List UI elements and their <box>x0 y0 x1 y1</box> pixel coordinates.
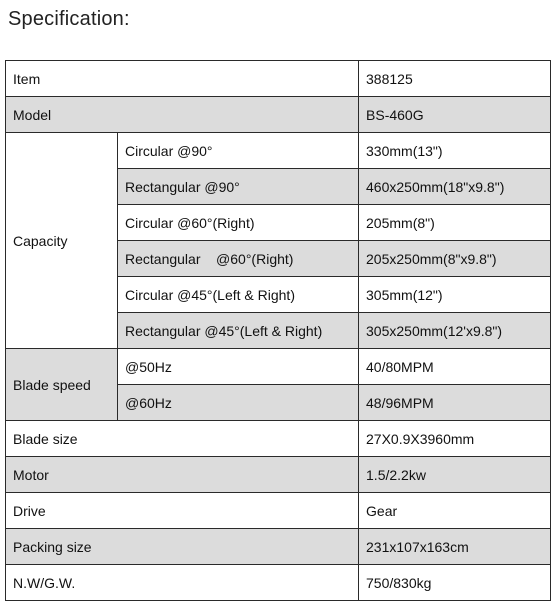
sub-label: @60Hz <box>118 385 359 421</box>
row-value: 388125 <box>359 61 551 97</box>
row-value: BS-460G <box>359 97 551 133</box>
table-row-capacity <box>6 133 551 169</box>
sub-label: Rectangular @45°(Left & Right) <box>118 313 359 349</box>
row-label: Item <box>6 61 359 97</box>
group-label-blade-speed: Blade speed <box>6 349 118 421</box>
row-label: Drive <box>6 493 359 529</box>
row-label: Motor <box>6 457 359 493</box>
row-value: 48/96MPM <box>359 385 551 421</box>
row-value: 40/80MPM <box>359 349 551 385</box>
table-row-nw-gw <box>6 565 551 601</box>
row-value: 205x250mm(8"x9.8") <box>359 241 551 277</box>
sub-label: Circular @45°(Left & Right) <box>118 277 359 313</box>
page-title: Specification: <box>8 8 130 30</box>
sub-label: Rectangular @90° <box>118 169 359 205</box>
sub-label: @50Hz <box>118 349 359 385</box>
table-row-item <box>6 61 551 97</box>
row-value: 330mm(13") <box>359 133 551 169</box>
sub-label: Rectangular @60°(Right) <box>118 241 359 277</box>
row-label: Model <box>6 97 359 133</box>
table-row-blade-speed <box>6 349 551 385</box>
row-label: N.W/G.W. <box>6 565 359 601</box>
row-label: Blade size <box>6 421 359 457</box>
row-value: 750/830kg <box>359 565 551 601</box>
row-value: 460x250mm(18"x9.8") <box>359 169 551 205</box>
table-row-model <box>6 97 551 133</box>
specification-table <box>5 60 551 601</box>
table-row-motor <box>6 457 551 493</box>
row-value: Gear <box>359 493 551 529</box>
row-value: 305mm(12") <box>359 277 551 313</box>
row-value: 205mm(8") <box>359 205 551 241</box>
sub-label: Circular @60°(Right) <box>118 205 359 241</box>
row-value: 27X0.9X3960mm <box>359 421 551 457</box>
sub-label: Circular @90° <box>118 133 359 169</box>
group-label-capacity: Capacity <box>6 133 118 349</box>
row-label: Packing size <box>6 529 359 565</box>
table-row-blade-size <box>6 421 551 457</box>
row-value: 1.5/2.2kw <box>359 457 551 493</box>
row-value: 231x107x163cm <box>359 529 551 565</box>
table-row-drive <box>6 493 551 529</box>
row-value: 305x250mm(12'x9.8") <box>359 313 551 349</box>
table-row-packing-size <box>6 529 551 565</box>
